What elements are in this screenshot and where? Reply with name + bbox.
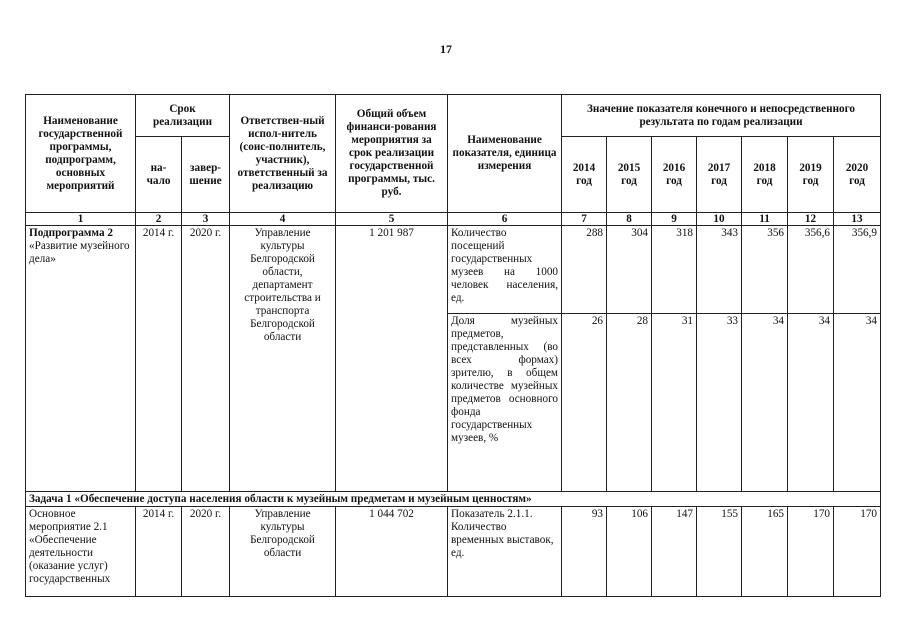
measure-value: 170: [834, 507, 881, 597]
indicator-value: 34: [788, 314, 834, 492]
indicator-value: 28: [607, 314, 652, 492]
header-year: 2016 год: [652, 137, 697, 213]
column-number: 13: [834, 213, 881, 226]
header-year: 2014 год: [562, 137, 607, 213]
header-start: на-чало: [136, 137, 182, 213]
subprogram-subtitle: «Развитие музейного дела»: [29, 240, 130, 265]
indicator-value: 356,9: [834, 226, 881, 314]
measure-responsible: Управление культуры Белгородской области: [230, 507, 336, 597]
indicator-value: 34: [834, 314, 881, 492]
indicator-value: 34: [742, 314, 788, 492]
measure-budget: 1 044 702: [336, 507, 448, 597]
program-table: [25, 94, 881, 597]
task-row: [26, 492, 881, 507]
measure-start: 2014 г.: [136, 507, 182, 597]
indicator-value: 26: [562, 314, 607, 492]
measure-row: [26, 507, 881, 597]
header-year: 2017 год: [697, 137, 742, 213]
header-values: Значение показателя конечного и непосредственного результата по годам реализации: [562, 95, 881, 137]
header-year: 2020 год: [834, 137, 881, 213]
column-number: 2: [136, 213, 182, 226]
indicator-name: Доля музейных предметов, представленных (во всех формах) зрителю, в общем количестве музейных предметов основного фонда государственных музеев, %: [448, 314, 562, 492]
column-number: 3: [182, 213, 230, 226]
subprogram-responsible: Управление культуры Белгородской области, департамент строительства и транспорта Белгородской области: [230, 226, 336, 492]
indicator-value: 356,6: [788, 226, 834, 314]
header-end: завер-шение: [182, 137, 230, 213]
header-year: 2019 год: [788, 137, 834, 213]
column-number: 8: [607, 213, 652, 226]
measure-indicator: Показатель 2.1.1. Количество временных выставок, ед.: [448, 507, 562, 597]
indicator-name: Количество посещений государственных музеев на 1000 человек населения, ед.: [448, 226, 562, 314]
header-name: Наименование государственной программы, подпрограмм, основных мероприятий: [26, 95, 136, 213]
column-number: 4: [230, 213, 336, 226]
indicator-value: 33: [697, 314, 742, 492]
measure-value: 106: [607, 507, 652, 597]
column-number: 7: [562, 213, 607, 226]
measure-end: 2020 г.: [182, 507, 230, 597]
subprogram-title: Подпрограмма 2: [29, 227, 113, 239]
indicator-value: 318: [652, 226, 697, 314]
column-number: 9: [652, 213, 697, 226]
column-number: 6: [448, 213, 562, 226]
measure-value: 147: [652, 507, 697, 597]
header-term: Срок реализации: [136, 95, 230, 137]
column-number: 11: [742, 213, 788, 226]
header-year: 2015 год: [607, 137, 652, 213]
indicator-value: 304: [607, 226, 652, 314]
subprogram-budget: 1 201 987: [336, 226, 448, 492]
subprogram-name-cell: [26, 226, 136, 492]
measure-value: 165: [742, 507, 788, 597]
indicator-value: 288: [562, 226, 607, 314]
header-budget: Общий объем финанси-рования мероприятия за срок реализации государственной программы, тыс. руб.: [336, 95, 448, 213]
column-number: 1: [26, 213, 136, 226]
measure-value: 93: [562, 507, 607, 597]
column-number-row: [26, 213, 881, 226]
indicator-value: 356: [742, 226, 788, 314]
measure-name: Основное мероприятие 2.1 «Обеспечение деятельности (оказание услуг) государственных: [26, 507, 136, 597]
header-indicator: Наименование показателя, единица измерения: [448, 95, 562, 213]
indicator-value: 343: [697, 226, 742, 314]
column-number: 10: [697, 213, 742, 226]
measure-value: 155: [697, 507, 742, 597]
indicator-value: 31: [652, 314, 697, 492]
subprogram-start: 2014 г.: [136, 226, 182, 492]
measure-value: 170: [788, 507, 834, 597]
header-row-1: [26, 95, 881, 137]
page-number: 17: [440, 42, 452, 56]
header-responsible: Ответствен-ный испол-нитель (соис-полнитель, участник), ответственный за реализацию: [230, 95, 336, 213]
task-title: Задача 1 «Обеспечение доступа населения области к музейным предметам и музейным ценностям»: [26, 492, 881, 507]
header-year: 2018 год: [742, 137, 788, 213]
subprogram-end: 2020 г.: [182, 226, 230, 492]
column-number: 12: [788, 213, 834, 226]
column-number: 5: [336, 213, 448, 226]
subprogram-row-1: [26, 226, 881, 314]
